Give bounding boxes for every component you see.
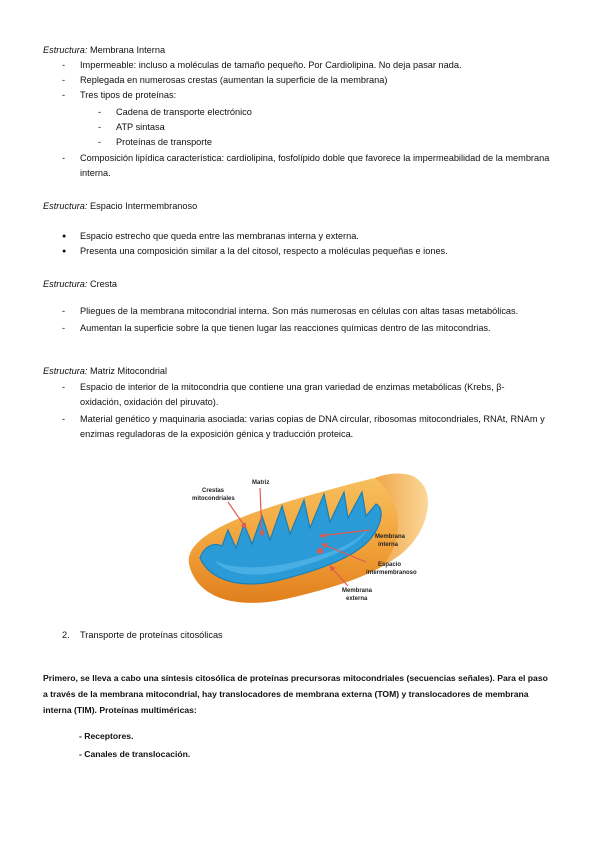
list-item: - Cadena de transporte electrónico <box>116 105 516 120</box>
label-crestas-2: mitocondriales <box>192 496 235 502</box>
heading-espacio-intermembranoso <box>43 199 197 214</box>
list-item: - Tres tipos de proteínas: <box>80 88 555 103</box>
label-membrana-interna: Membrana <box>375 534 406 540</box>
cresta-list <box>80 303 565 337</box>
heading-label: Estructura: <box>43 45 88 55</box>
section-number: 2. <box>62 630 70 640</box>
list-item: - Espacio de interior de la mitocondria que contiene una gran variedad de enzimas metabólicas (Krebs, β-oxidación, oxidación del piruvato). <box>80 380 545 410</box>
list-item: - Aumentan la superficie sobre la que tienen lugar las reacciones químicas dentro de las mitocondrias. <box>80 320 565 337</box>
list-item: - Replegada en numerosas crestas (aumentan la superficie de la membrana) <box>80 73 555 88</box>
label-matriz: Matriz <box>252 480 270 486</box>
list-item: - Proteínas de transporte <box>116 135 516 150</box>
label-crestas: Crestas <box>202 488 225 494</box>
label-espacio-2: intermembranoso <box>366 570 417 576</box>
list-item: - Pliegues de la membrana mitocondrial interna. Son más numerosas en células con altas tasas metabólicas. <box>80 303 565 320</box>
label-membrana-externa: Membrana <box>342 588 373 594</box>
mitochondrion-figure <box>170 458 440 618</box>
heading-title: Espacio Intermembranoso <box>89 201 198 211</box>
heading-title: Matriz Mitocondrial <box>89 366 168 376</box>
list-item: - Impermeable: incluso a moléculas de tamaño pequeño. Por Cardiolipina. No deja pasar nada. <box>80 58 555 73</box>
label-membrana-externa-2: externa <box>346 596 368 602</box>
heading-membrana-interna <box>43 43 165 58</box>
heading-title: Membrana Interna <box>89 45 166 55</box>
heading-label: Estructura: <box>43 279 88 289</box>
heading-matriz <box>43 364 167 379</box>
list-item: ● Presenta una composición similar a la del citosol, respecto a moléculas pequeñas e iones. <box>80 244 560 259</box>
list-item: - Composición lipídica característica: cardiolipina, fosfolípido doble que favorece la impermeabilidad de la membrana interna. <box>80 151 555 181</box>
transport-paragraph: Primero, se lleva a cabo una síntesis citosólica de proteínas precursoras mitocondriales (secuencias señales). Para el paso a través de la membrana mitocondrial, hay translocadores de membrana externa (TOM) y translocadores de membrana interna (TIM). Proteínas multiméricas: <box>43 673 548 715</box>
section-2-heading <box>62 628 223 643</box>
label-espacio: Espacio <box>378 562 402 568</box>
list-item: - Receptores. <box>79 727 190 745</box>
espacio-list <box>80 229 560 259</box>
heading-label: Estructura: <box>43 201 88 211</box>
matriz-list <box>80 380 545 442</box>
list-item: - Material genético y maquinaria asociada: varias copias de DNA circular, ribosomas mitocondriales, RNAt, RNAm y enzimas reguladoras de la exposición génica y traducción proteica. <box>80 412 545 442</box>
list-item: ● Espacio estrecho que queda entre las membranas interna y externa. <box>80 229 560 244</box>
list-item: - Canales de translocación. <box>79 745 190 763</box>
heading-cresta <box>43 277 117 292</box>
heading-label: Estructura: <box>43 366 88 376</box>
label-membrana-interna-2: interna <box>378 542 399 548</box>
membrana-interna-list-cont <box>80 151 555 181</box>
marker-dot <box>317 548 323 554</box>
protein-types-list <box>116 105 516 150</box>
list-item: - ATP sintasa <box>116 120 516 135</box>
heading-title: Cresta <box>89 279 118 289</box>
section-title: Transporte de proteínas citosólicas <box>80 630 223 640</box>
membrana-interna-list <box>80 58 555 103</box>
multimeric-proteins-list <box>79 727 190 763</box>
